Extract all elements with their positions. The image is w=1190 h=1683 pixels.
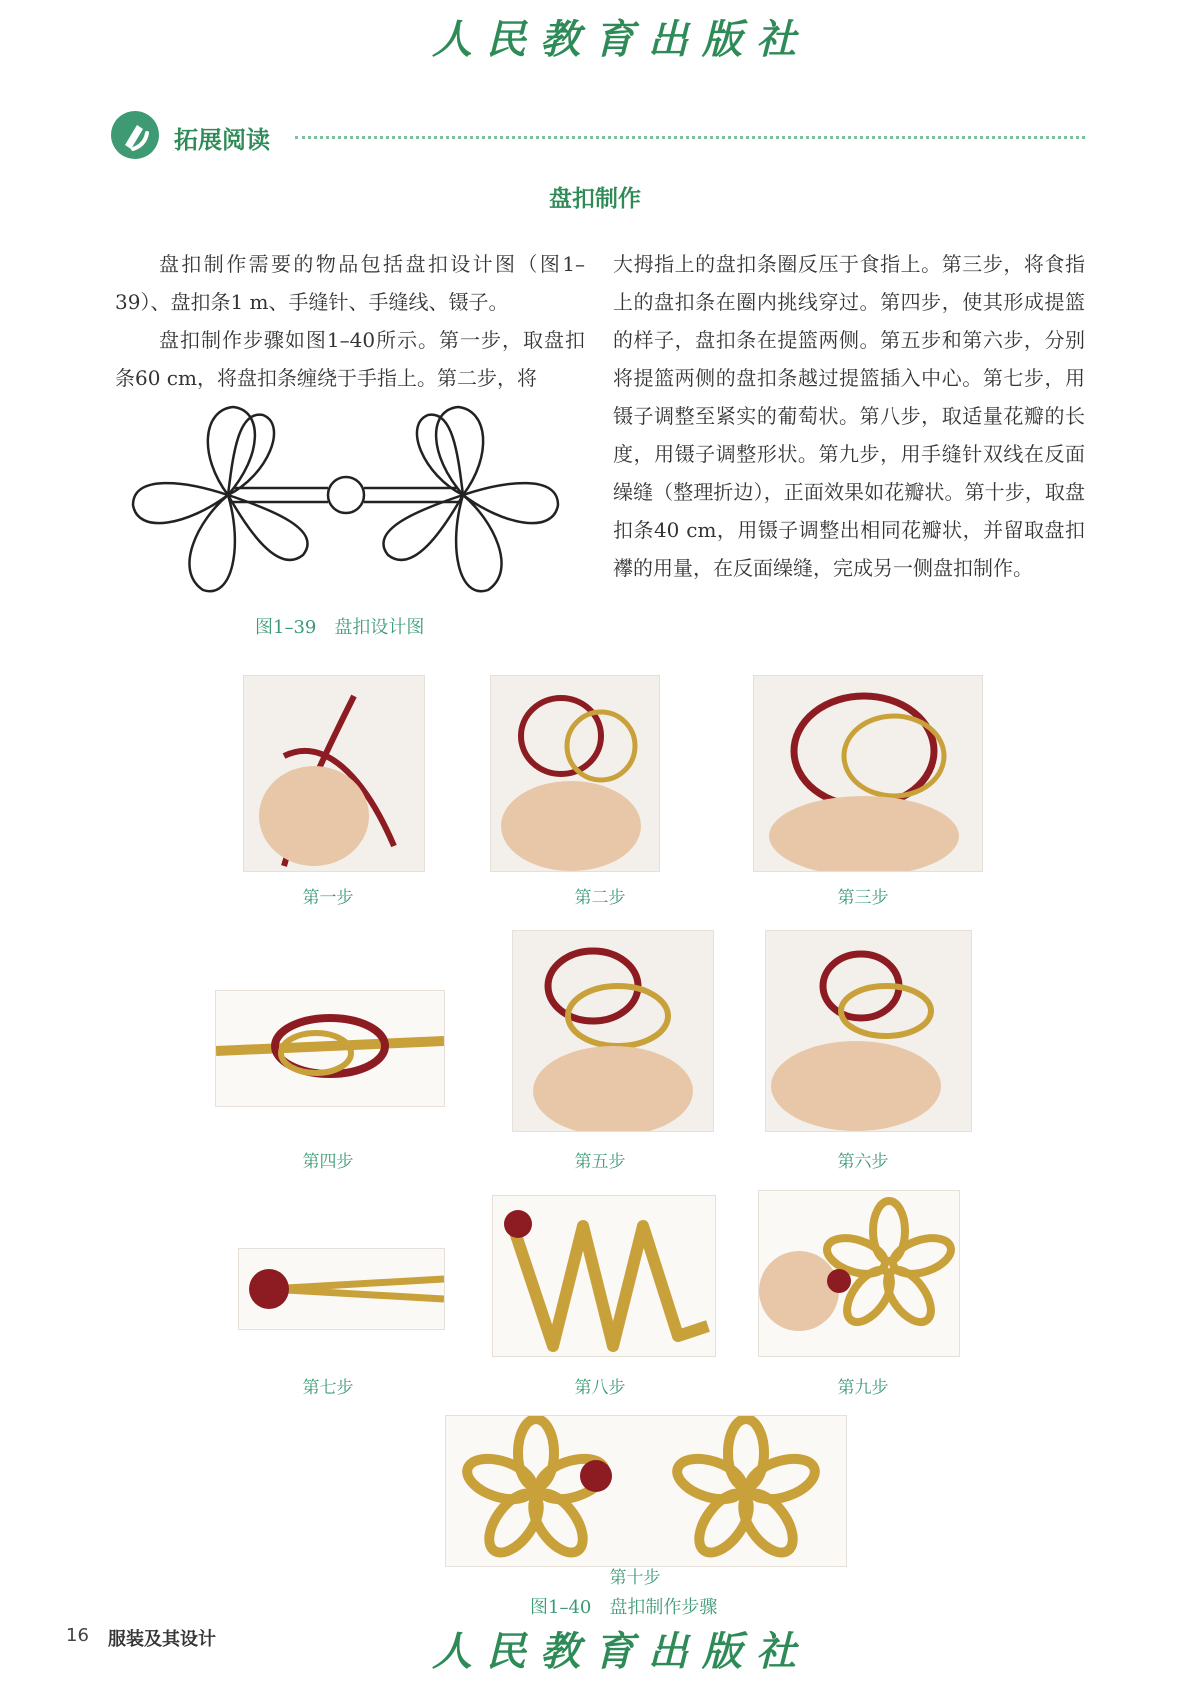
body-text-right [613, 245, 1085, 587]
step-1-label: 第一步 [302, 888, 354, 908]
step-8-photo [492, 1195, 716, 1357]
paragraph-materials: 盘扣制作需要的物品包括盘扣设计图（图1–39）、盘扣条1 m、手缝针、手缝线、镊子。 [115, 252, 585, 314]
publisher-logo-top: 人民教育出版社 [432, 16, 810, 63]
step-3-label: 第三步 [837, 888, 889, 908]
figure-1-39-caption: 图1–39 盘扣设计图 [255, 617, 425, 638]
step-10-label: 第十步 [609, 1568, 661, 1588]
step-9-label: 第九步 [837, 1378, 889, 1398]
step-1-photo [243, 675, 425, 872]
publisher-logo-bottom: 人民教育出版社 [432, 1628, 810, 1675]
step-3-photo [753, 675, 983, 872]
step-5-label: 第五步 [574, 1152, 626, 1172]
step-6-label: 第六步 [837, 1152, 889, 1172]
step-9-photo [758, 1190, 960, 1357]
step-8-label: 第八步 [574, 1378, 626, 1398]
step-4-photo [215, 990, 445, 1107]
step-6-photo [765, 930, 972, 1132]
step-4-label: 第四步 [302, 1152, 354, 1172]
page-number: 16 [66, 1625, 89, 1646]
step-5-photo [512, 930, 714, 1132]
section-title: 拓展阅读 [174, 126, 270, 154]
frog-button-design-drawing [128, 400, 568, 600]
step-10-photo [445, 1415, 847, 1567]
step-2-label: 第二步 [574, 888, 626, 908]
paragraph-steps-intro: 盘扣制作步骤如图1–40所示。第一步，取盘扣条60 cm，将盘扣条缠绕于手指上。第二步，将 [115, 328, 585, 390]
article-title: 盘扣制作 [549, 186, 641, 212]
step-7-label: 第七步 [302, 1378, 354, 1398]
body-text-left [115, 245, 585, 397]
pen-leaf-icon [111, 111, 159, 159]
book-title: 服装及其设计 [108, 1629, 216, 1650]
paragraph-steps-continued: 大拇指上的盘扣条圈反压于食指上。第三步，将食指上的盘扣条在圈内挑线穿过。第四步，使其形成提篮的样子，盘扣条在提篮两侧。第五步和第六步，分别将提篮两侧的盘扣条越过提篮插入中心。第七步，用镊子调整至紧实的葡萄状。第八步，取适量花瓣的长度，用镊子调整形状。第九步，用手缝针双线在反面缲缝（整理折边），正面效果如花瓣状。第十步，取盘扣条40 cm，用镊子调整出相同花瓣状，并留取盘扣襻的用量，在反面缲缝，完成另一侧盘扣制作。 [613, 252, 1085, 580]
step-2-photo [490, 675, 660, 872]
step-7-photo [238, 1248, 445, 1330]
section-divider [295, 136, 1085, 139]
figure-1-40-caption: 图1–40 盘扣制作步骤 [530, 1597, 718, 1618]
